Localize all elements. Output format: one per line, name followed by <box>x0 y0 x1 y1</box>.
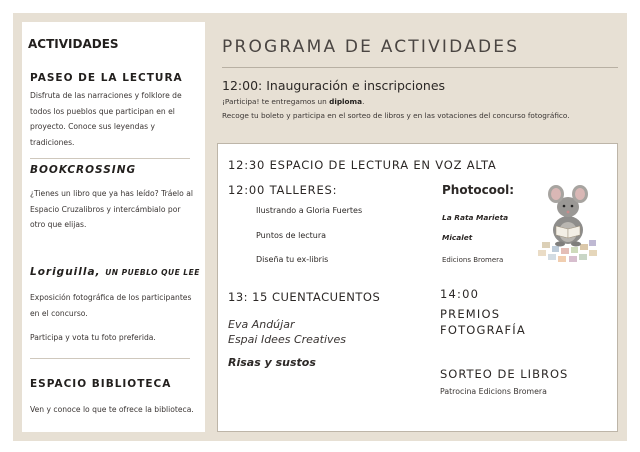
diploma-text: diploma <box>329 97 363 106</box>
inauguration-line: Recoge tu boleto y participa en el sorteo de libros y en las votaciones del concurso fotográfico. <box>222 111 570 120</box>
paseo-line: Disfruta de las narraciones y folklore de <box>30 91 182 100</box>
inauguration-title: 12:00: Inauguración e inscripciones <box>222 78 446 93</box>
paseo-line: tradiciones. <box>30 137 75 147</box>
loriguilla-heading <box>30 266 200 278</box>
storytelling-title: 13: 15 CUENTACUENTOS <box>228 290 381 304</box>
biblioteca-heading: ESPACIO BIBLIOTECA <box>30 378 172 390</box>
raffle-sponsor: Patrocina Edicions Bromera <box>440 387 547 396</box>
sidebar <box>22 22 205 432</box>
paseo-heading: PASEO DE LA LECTURA <box>30 72 183 84</box>
biblioteca-text: Ven y conoce lo que te ofrece la biblioteca. <box>30 405 194 414</box>
bookcrossing-text <box>30 186 202 233</box>
bookcrossing-line: otro que elijas. <box>30 220 87 230</box>
workshop-item: Puntos de lectura <box>256 231 327 240</box>
sidebar-title: ACTIVIDADES <box>28 37 119 51</box>
photocool-title: Photocool: <box>442 183 515 197</box>
book-title: La Rata Marieta <box>442 213 509 222</box>
reading-space-title: 12:30 ESPACIO DE LECTURA EN VOZ ALTA <box>228 158 497 172</box>
bookcrossing-line: Espacio Cruzalibros y intercámbialo por <box>30 204 181 214</box>
loriguilla-line: Exposición fotográfica de los participantes <box>30 293 192 302</box>
rat-illustration <box>528 182 608 266</box>
storyteller-name: Eva Andújar <box>228 318 295 331</box>
storyteller-company: Espai Idees Creatives <box>228 333 347 346</box>
page-title: PROGRAMA DE ACTIVIDADES <box>222 37 520 57</box>
paseo-text <box>30 88 202 150</box>
bookcrossing-line: ¿Tienes un libro que ya has leído? Tráelo al <box>30 189 193 198</box>
workshop-item: Diseña tu ex-libris <box>256 255 329 264</box>
raffle-title: SORTEO DE LIBROS <box>440 367 569 381</box>
awards-subtitle: FOTOGRAFÍA <box>440 323 526 337</box>
awards-time: 14:00 <box>440 287 480 301</box>
inauguration-text: . <box>362 97 365 106</box>
storytelling-tagline: Risas y sustos <box>228 356 316 369</box>
publisher-text: Edicions Bromera <box>442 256 504 264</box>
loriguilla-heading-main: Loriguilla, <box>30 266 101 278</box>
loriguilla-text <box>30 290 202 321</box>
loriguilla-vote: Participa y vota tu foto preferida. <box>30 333 156 342</box>
workshops-title: 12:00 TALLERES: <box>228 183 338 197</box>
awards-title: PREMIOS <box>440 307 501 321</box>
title-divider <box>222 67 618 68</box>
bookcrossing-heading: BOOKCROSSING <box>30 164 137 176</box>
divider <box>30 158 190 159</box>
book-title: Micalet <box>442 233 473 242</box>
inauguration-line <box>222 97 364 106</box>
paseo-line: todos los pueblos que participan en el <box>30 106 175 116</box>
loriguilla-line: en el concurso. <box>30 308 88 318</box>
loriguilla-heading-sub: UN PUEBLO QUE LEE <box>105 268 200 277</box>
paseo-line: proyecto. Conoce sus leyendas y <box>30 122 155 132</box>
workshop-item: Ilustrando a Gloria Fuertes <box>256 206 363 215</box>
inauguration-text: ¡Participa! te entregamos un <box>222 97 330 106</box>
divider <box>30 358 190 359</box>
